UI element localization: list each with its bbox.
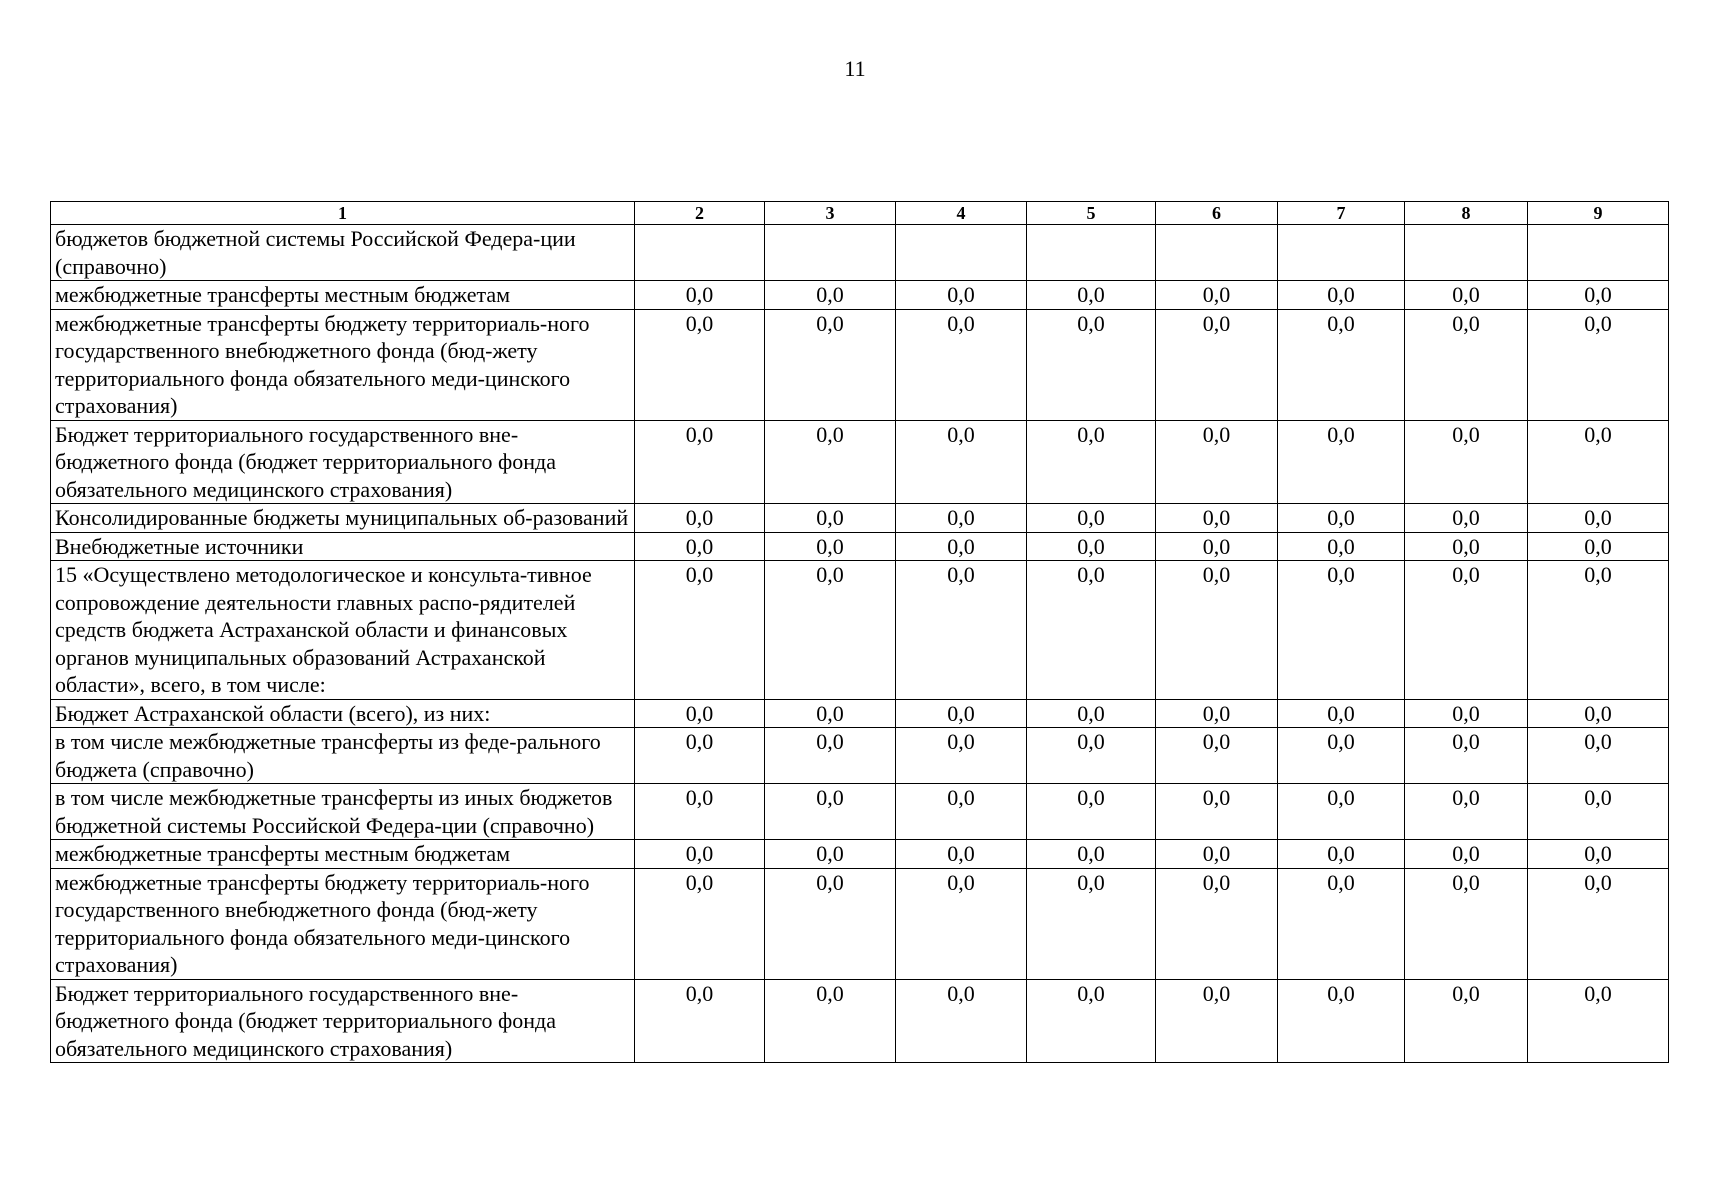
row-label: в том числе межбюджетные трансферты из иных бюджетов бюджетной системы Российской Федера-ции (справочно) [51, 784, 635, 840]
value-cell: 0,0 [1405, 420, 1528, 504]
value-cell: 0,0 [1027, 532, 1156, 561]
column-header: 5 [1027, 202, 1156, 225]
table-row [51, 225, 1669, 281]
value-cell [765, 225, 896, 281]
value-cell: 0,0 [1405, 699, 1528, 728]
value-cell: 0,0 [635, 309, 765, 420]
value-cell: 0,0 [1027, 309, 1156, 420]
value-cell: 0,0 [635, 420, 765, 504]
value-cell: 0,0 [1278, 532, 1405, 561]
value-cell [1528, 225, 1669, 281]
value-cell: 0,0 [1156, 840, 1278, 869]
value-cell [896, 225, 1027, 281]
row-label: межбюджетные трансферты бюджету территориаль-ного государственного внебюджетного фонда (бюд-жету территориального фонда обязательного меди-цинского страхования) [51, 309, 635, 420]
value-cell: 0,0 [1528, 699, 1669, 728]
value-cell: 0,0 [896, 532, 1027, 561]
value-cell: 0,0 [1156, 309, 1278, 420]
value-cell: 0,0 [765, 699, 896, 728]
value-cell: 0,0 [1528, 561, 1669, 700]
value-cell: 0,0 [1278, 561, 1405, 700]
value-cell: 0,0 [1156, 699, 1278, 728]
row-label: в том числе межбюджетные трансферты из феде-рального бюджета (справочно) [51, 728, 635, 784]
value-cell: 0,0 [896, 420, 1027, 504]
table-row [51, 281, 1669, 310]
value-cell: 0,0 [1528, 840, 1669, 869]
table-body [51, 225, 1669, 1063]
value-cell: 0,0 [635, 699, 765, 728]
value-cell: 0,0 [765, 840, 896, 869]
value-cell [635, 225, 765, 281]
row-label: Консолидированные бюджеты муниципальных об-разований [51, 504, 635, 533]
value-cell: 0,0 [1528, 532, 1669, 561]
value-cell: 0,0 [896, 281, 1027, 310]
row-label: межбюджетные трансферты бюджету территориаль-ного государственного внебюджетного фонда (бюд-жету территориального фонда обязательного меди-цинского страхования) [51, 868, 635, 979]
value-cell: 0,0 [1278, 728, 1405, 784]
value-cell: 0,0 [765, 728, 896, 784]
value-cell: 0,0 [765, 532, 896, 561]
value-cell: 0,0 [1156, 868, 1278, 979]
value-cell: 0,0 [896, 309, 1027, 420]
value-cell: 0,0 [1528, 504, 1669, 533]
budget-table [50, 201, 1669, 1063]
column-header: 3 [765, 202, 896, 225]
value-cell: 0,0 [1528, 868, 1669, 979]
value-cell: 0,0 [1156, 979, 1278, 1063]
value-cell [1156, 225, 1278, 281]
value-cell: 0,0 [635, 504, 765, 533]
value-cell: 0,0 [1278, 420, 1405, 504]
column-header: 1 [51, 202, 635, 225]
value-cell: 0,0 [635, 979, 765, 1063]
value-cell: 0,0 [1405, 561, 1528, 700]
value-cell: 0,0 [1156, 281, 1278, 310]
value-cell: 0,0 [1405, 728, 1528, 784]
table-row [51, 979, 1669, 1063]
table-row [51, 868, 1669, 979]
value-cell: 0,0 [1027, 699, 1156, 728]
page-number: 11 [844, 56, 866, 81]
value-cell: 0,0 [896, 561, 1027, 700]
value-cell: 0,0 [896, 868, 1027, 979]
value-cell: 0,0 [635, 561, 765, 700]
row-label: межбюджетные трансферты местным бюджетам [51, 840, 635, 869]
value-cell: 0,0 [1405, 309, 1528, 420]
value-cell: 0,0 [765, 979, 896, 1063]
value-cell: 0,0 [1405, 868, 1528, 979]
table-row [51, 784, 1669, 840]
value-cell [1027, 225, 1156, 281]
value-cell: 0,0 [1405, 784, 1528, 840]
value-cell: 0,0 [765, 420, 896, 504]
value-cell: 0,0 [1278, 868, 1405, 979]
value-cell: 0,0 [1027, 784, 1156, 840]
value-cell: 0,0 [1156, 420, 1278, 504]
value-cell: 0,0 [765, 561, 896, 700]
value-cell: 0,0 [1027, 281, 1156, 310]
table-row [51, 309, 1669, 420]
value-cell: 0,0 [1156, 728, 1278, 784]
row-label: 15 «Осуществлено методологическое и консульта-тивное сопровождение деятельности главных распо-рядителей средств бюджета Астраханской области и финансовых органов муниципальных образований Астраханской области», всего, в том числе: [51, 561, 635, 700]
value-cell: 0,0 [1027, 561, 1156, 700]
value-cell: 0,0 [1528, 420, 1669, 504]
column-header: 7 [1278, 202, 1405, 225]
column-header: 9 [1528, 202, 1669, 225]
row-label: Бюджет Астраханской области (всего), из них: [51, 699, 635, 728]
value-cell: 0,0 [896, 840, 1027, 869]
table-row [51, 840, 1669, 869]
value-cell: 0,0 [765, 868, 896, 979]
column-header: 2 [635, 202, 765, 225]
value-cell: 0,0 [635, 532, 765, 561]
row-label: Внебюджетные источники [51, 532, 635, 561]
value-cell: 0,0 [1528, 728, 1669, 784]
value-cell: 0,0 [1027, 504, 1156, 533]
value-cell: 0,0 [635, 840, 765, 869]
value-cell: 0,0 [1278, 309, 1405, 420]
table-row [51, 561, 1669, 700]
value-cell: 0,0 [1278, 840, 1405, 869]
value-cell: 0,0 [1528, 281, 1669, 310]
value-cell: 0,0 [765, 504, 896, 533]
value-cell: 0,0 [1027, 420, 1156, 504]
value-cell: 0,0 [896, 504, 1027, 533]
value-cell: 0,0 [896, 979, 1027, 1063]
table-row [51, 504, 1669, 533]
value-cell: 0,0 [765, 784, 896, 840]
value-cell: 0,0 [765, 309, 896, 420]
value-cell: 0,0 [1528, 309, 1669, 420]
value-cell: 0,0 [1156, 532, 1278, 561]
row-label: межбюджетные трансферты местным бюджетам [51, 281, 635, 310]
value-cell: 0,0 [1405, 840, 1528, 869]
value-cell: 0,0 [1278, 699, 1405, 728]
value-cell: 0,0 [1027, 979, 1156, 1063]
value-cell: 0,0 [1156, 561, 1278, 700]
value-cell: 0,0 [896, 699, 1027, 728]
value-cell: 0,0 [1027, 868, 1156, 979]
column-header: 6 [1156, 202, 1278, 225]
value-cell: 0,0 [1405, 532, 1528, 561]
value-cell: 0,0 [1528, 979, 1669, 1063]
table-row [51, 728, 1669, 784]
value-cell: 0,0 [1278, 784, 1405, 840]
table-row [51, 420, 1669, 504]
header-row [51, 202, 1669, 225]
value-cell [1405, 225, 1528, 281]
row-label: бюджетов бюджетной системы Российской Федера-ции (справочно) [51, 225, 635, 281]
value-cell: 0,0 [1278, 281, 1405, 310]
value-cell: 0,0 [1156, 504, 1278, 533]
value-cell [1278, 225, 1405, 281]
value-cell: 0,0 [1528, 784, 1669, 840]
value-cell: 0,0 [1405, 281, 1528, 310]
value-cell: 0,0 [635, 281, 765, 310]
value-cell: 0,0 [1278, 504, 1405, 533]
row-label: Бюджет территориального государственного вне-бюджетного фонда (бюджет территориального фонда обязательного медицинского страхования) [51, 979, 635, 1063]
value-cell: 0,0 [635, 868, 765, 979]
table-row [51, 532, 1669, 561]
value-cell: 0,0 [1027, 840, 1156, 869]
column-header: 4 [896, 202, 1027, 225]
table-row [51, 699, 1669, 728]
value-cell: 0,0 [1405, 979, 1528, 1063]
value-cell: 0,0 [896, 728, 1027, 784]
value-cell: 0,0 [765, 281, 896, 310]
value-cell: 0,0 [635, 784, 765, 840]
value-cell: 0,0 [635, 728, 765, 784]
value-cell: 0,0 [1156, 784, 1278, 840]
value-cell: 0,0 [896, 784, 1027, 840]
value-cell: 0,0 [1278, 979, 1405, 1063]
row-label: Бюджет территориального государственного вне-бюджетного фонда (бюджет территориального фонда обязательного медицинского страхования) [51, 420, 635, 504]
column-header: 8 [1405, 202, 1528, 225]
value-cell: 0,0 [1405, 504, 1528, 533]
value-cell: 0,0 [1027, 728, 1156, 784]
